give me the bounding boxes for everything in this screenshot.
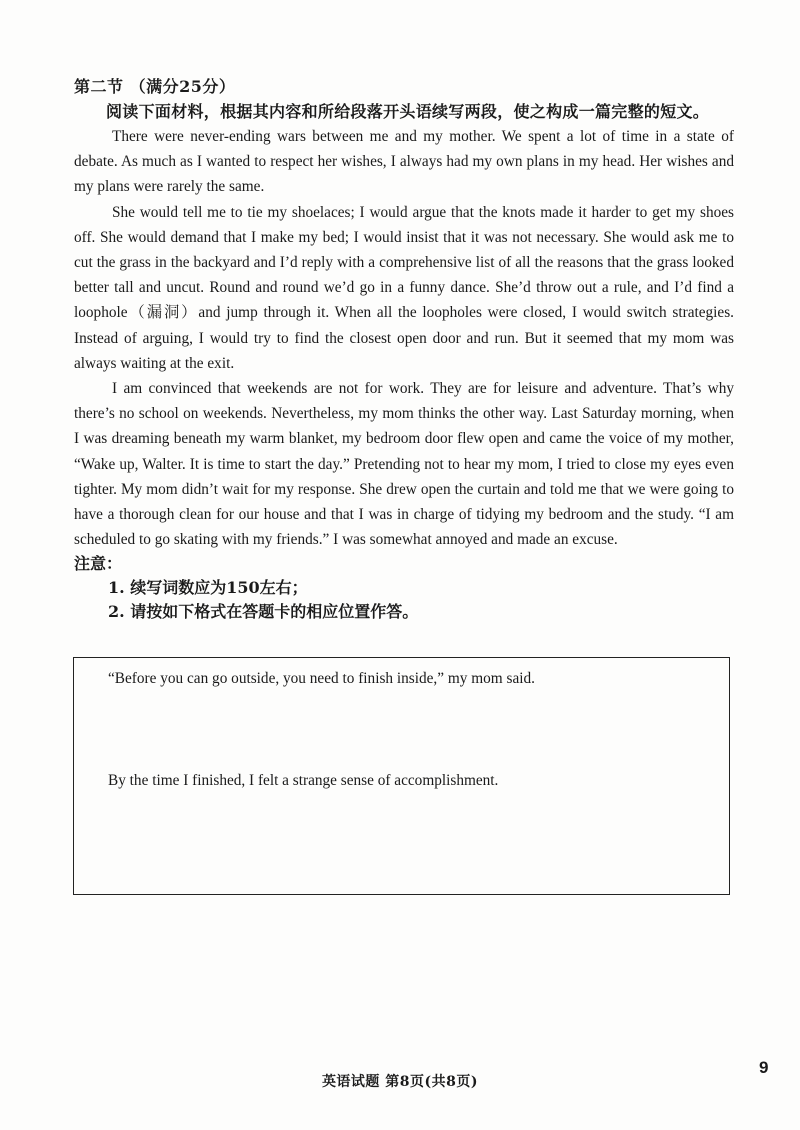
paragraph-prompt-1: “Before you can go outside, you need to finish inside,” my mom said. — [108, 670, 535, 687]
corner-page-mark: 9 — [759, 1058, 769, 1077]
main-content — [74, 74, 734, 624]
passage-paragraph-3: I am convinced that weekends are not for work. They are for leisure and adventure. That’s why there’s no school on weekends. Nevertheless, my mom thinks the other way. Last Saturday morning, when I was dreaming beneath my warm blanket, my bedroom door flew open and came the voice of my mother, “Wake up, Walter. It is time to start the day.” Pretending not to hear my mom, I tried to close my eyes even tighter. My mom didn’t wait for my response. She drew open the curtain and told me that we were going to have a thorough clean for our house and that I was in charge of tidying my bedroom and the study. “I am scheduled to go skating with my friends.” I was somewhat annoyed and made an excuse. — [74, 380, 734, 549]
paragraph-prompt-2: By the time I finished, I felt a strange sense of accomplishment. — [108, 772, 499, 789]
notes-title: 注意： — [74, 554, 123, 574]
section-instruction: 阅读下面材料，根据其内容和所给段落开头语续写两段，使之构成一篇完整的短文。 — [106, 102, 710, 121]
page-footer: 英语试题 第8页(共8页) — [321, 1074, 479, 1090]
note-item-2: 2. 请按如下格式在答题卡的相应位置作答。 — [108, 602, 419, 622]
passage-paragraph-2: She would tell me to tie my shoelaces; I would argue that the knots made it harder to get my shoes off. She would demand that I make my bed; I would insist that it was not necessary. She would ask me to cut the grass in the backyard and I’d reply with a comprehensive list of all the reasons that the grass looked better tall and uncut. Round and round we’d go in a funny dance. She’d throw out a rule, and I’d find a loophole（漏洞）and jump through it. When all the loopholes were closed, I would switch strategies. Instead of arguing, I would try to find the closest open door and run. But it seemed that my mom was always waiting at the exit. — [74, 203, 734, 372]
answer-box — [73, 657, 730, 895]
section-heading: 第二节 （满分25分） — [74, 77, 236, 96]
note-item-1: 1. 续写词数应为150左右； — [108, 578, 308, 598]
passage-paragraph-1: There were never-ending wars between me and my mother. We spent a lot of time in a state of debate. As much as I wanted to respect her wishes, I always had my own plans in my head. Her wishes and my plans were rarely the same. — [74, 128, 734, 196]
